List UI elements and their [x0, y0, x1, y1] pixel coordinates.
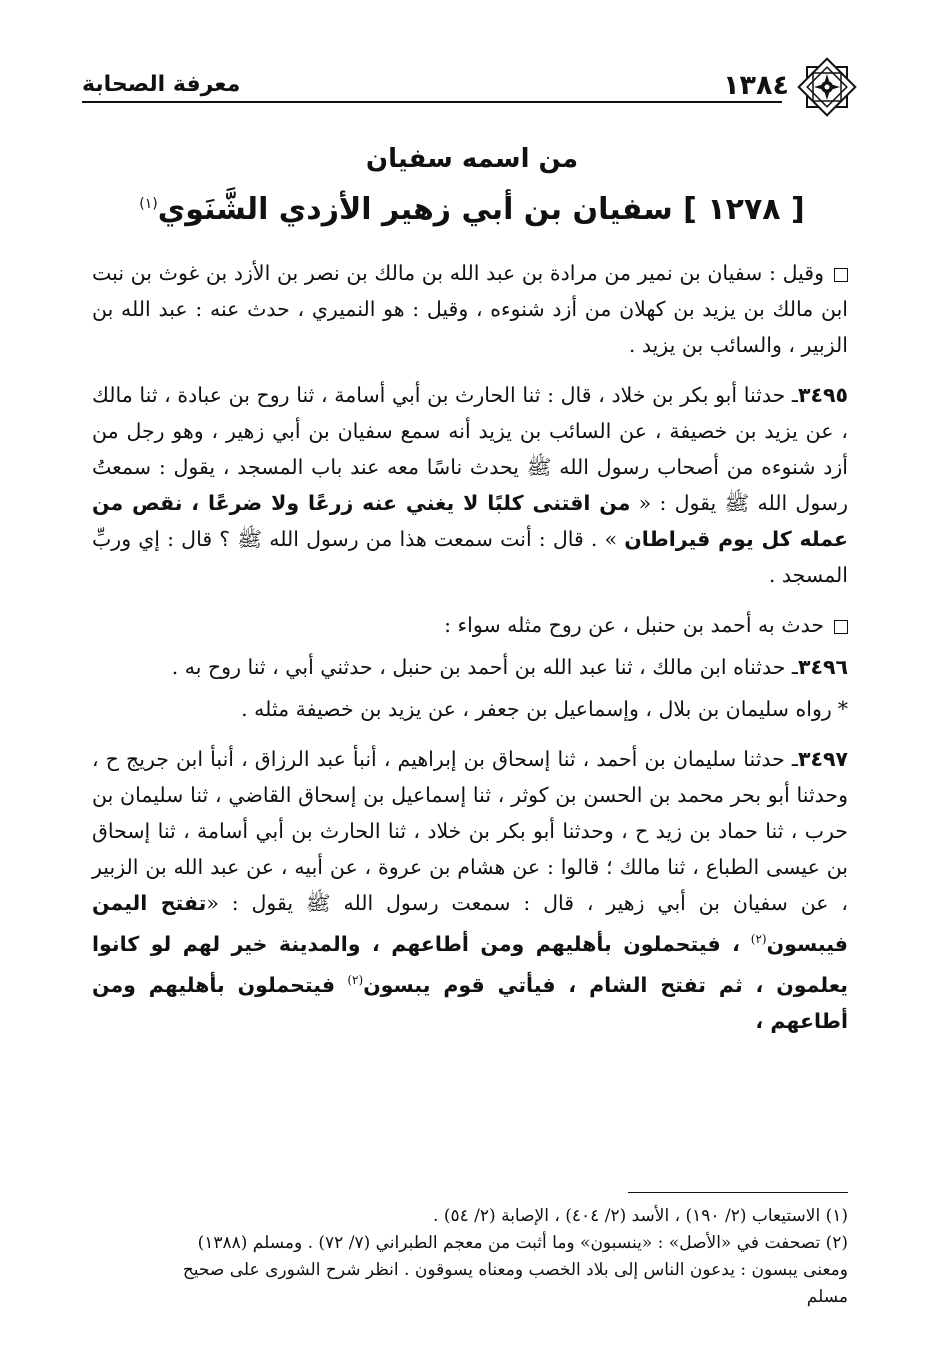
hadith-number: ٣٤٩٦ — [797, 655, 848, 679]
footnote-ref: (١) — [139, 196, 158, 212]
header-divider — [82, 101, 782, 103]
entry-title — [0, 192, 944, 227]
paragraph — [92, 691, 848, 727]
hadith-matn: ، فيتحملون بأهليهم ومن أطاعهم ، والمدينة خير لهم لو كانوا يعلمون ، ثم تفتح الشام ، فيأتي قوم يبسون — [92, 931, 848, 997]
footnotes — [92, 1203, 848, 1311]
hadith-number: ٣٤٩٧ — [797, 747, 848, 771]
paragraph-text: وقيل : سفيان بن نمير من مرادة بن عبد الله بن مالك بن نصر بن الأزد بن غوث بن نبت ابن مالك بن يزيد بن كهلان من أزد شنوءه ، وقيل : هو النميري ، حدث عنه : عبد الله بن الزبير ، والسائب بن يزيد . — [92, 261, 848, 357]
footnote-divider — [628, 1192, 848, 1193]
eight-point-star-ornament-icon — [796, 56, 858, 118]
section-title: من اسمه سفيان — [365, 144, 579, 174]
footnote-2: (٢) تصحفت في «الأصل» : «ينسبون» وما أثبت من معجم الطبراني (٧/ ٧٢) . ومسلم (١٣٨٨) — [197, 1233, 848, 1253]
paragraph-text: ـ حدثنا أبو بكر بن خلاد ، قال : ثنا الحارث بن أبي أسامة ، ثنا روح بن عبادة ، ثنا مالك ، عن يزيد بن خصيفة ، عن السائب بن يزيد أنه سمع سفيان بن أبي زهير ، وهو رجل من أزد شنوءه من أصحاب رسول الله ﷺ يحدث ناسًا معه عند باب المسجد ، يقول : سمعتُ رسول الله ﷺ يقول : « — [92, 383, 848, 515]
asterisk-icon: * — [837, 697, 848, 721]
paragraph — [92, 607, 848, 643]
paragraph-text: ـ حدثناه ابن مالك ، ثنا عبد الله بن أحمد بن حنبل ، حدثني أبي ، ثنا روح به . — [171, 655, 798, 679]
hadith-paragraph — [92, 377, 848, 593]
hadith-matn: فيتحملون بأهليهم ومن أطاعهم ، — [92, 972, 848, 1033]
entry-title-text: [ ١٢٧٨ ] سفيان بن أبي زهير الأزدي الشَّنَوي — [157, 192, 805, 227]
paragraph-text: حدث به أحمد بن حنبل ، عن روح مثله سواء : — [444, 613, 824, 637]
square-bullet-icon — [834, 620, 848, 634]
hadith-number: ٣٤٩٥ — [797, 383, 848, 407]
hadith-paragraph — [92, 741, 848, 1039]
footnote-2-cont: مسلم — [806, 1287, 848, 1307]
paragraph-text: رواه سليمان بن بلال ، وإسماعيل بن جعفر ، عن يزيد بن خصيفة مثله . — [241, 697, 832, 721]
hadith-paragraph — [92, 649, 848, 685]
paragraph-text: ـ حدثنا سليمان بن أحمد ، ثنا إسحاق بن إبراهيم ، أنبأ عبد الرزاق ، أنبأ ابن جريج ح ، وحدثنا أبو بحر محمد بن الحسن بن كوثر ، ثنا إسماعيل بن إسحاق القاضي ، ثنا سليمان بن حرب ، ثنا حماد بن زيد ح ، وحدثنا أبو بكر بن خلاد ، ثنا الحارث بن أبي أسامة ، ثنا إسحاق بن عيسى الطباع ، ثنا مالك ؛ قالوا : عن هشام بن عروة ، عن أبيه ، عن عبد الله بن الزبير ، عن سفيان بن أبي زهير ، قال : سمعت رسول الله ﷺ يقول : « — [92, 747, 848, 915]
paragraph — [92, 255, 848, 363]
paragraph-text: » . قال : أنت سمعت هذا من رسول الله ﷺ ؟ قال : إي وربِّ المسجد . — [92, 527, 848, 587]
page-number: ١٣٨٤ — [723, 70, 789, 101]
square-bullet-icon — [834, 268, 848, 282]
footnote-2-cont: ومعنى يبسون : يدعون الناس إلى بلاد الخصب ومعناه يسوقون . انظر شرح الشورى على صحيح — [182, 1260, 848, 1280]
footnote-ref: (٢) — [347, 972, 364, 987]
hadith-matn: تفتح اليمن فيبسون — [92, 891, 848, 956]
book-title: معرفة الصحابة — [82, 72, 241, 97]
footnote-1: (١) الاستيعاب (٢/ ١٩٠) ، الأسد (٢/ ٤٠٤) ، الإصابة (٢/ ٥٤) . — [433, 1206, 848, 1226]
hadith-matn: من اقتنى كلبًا لا يغني عنه زرعًا ولا ضرعًا ، نقص من عمله كل يوم قيراطان — [92, 491, 848, 551]
footnote-ref: (٢) — [750, 932, 767, 946]
main-text — [92, 255, 848, 1053]
